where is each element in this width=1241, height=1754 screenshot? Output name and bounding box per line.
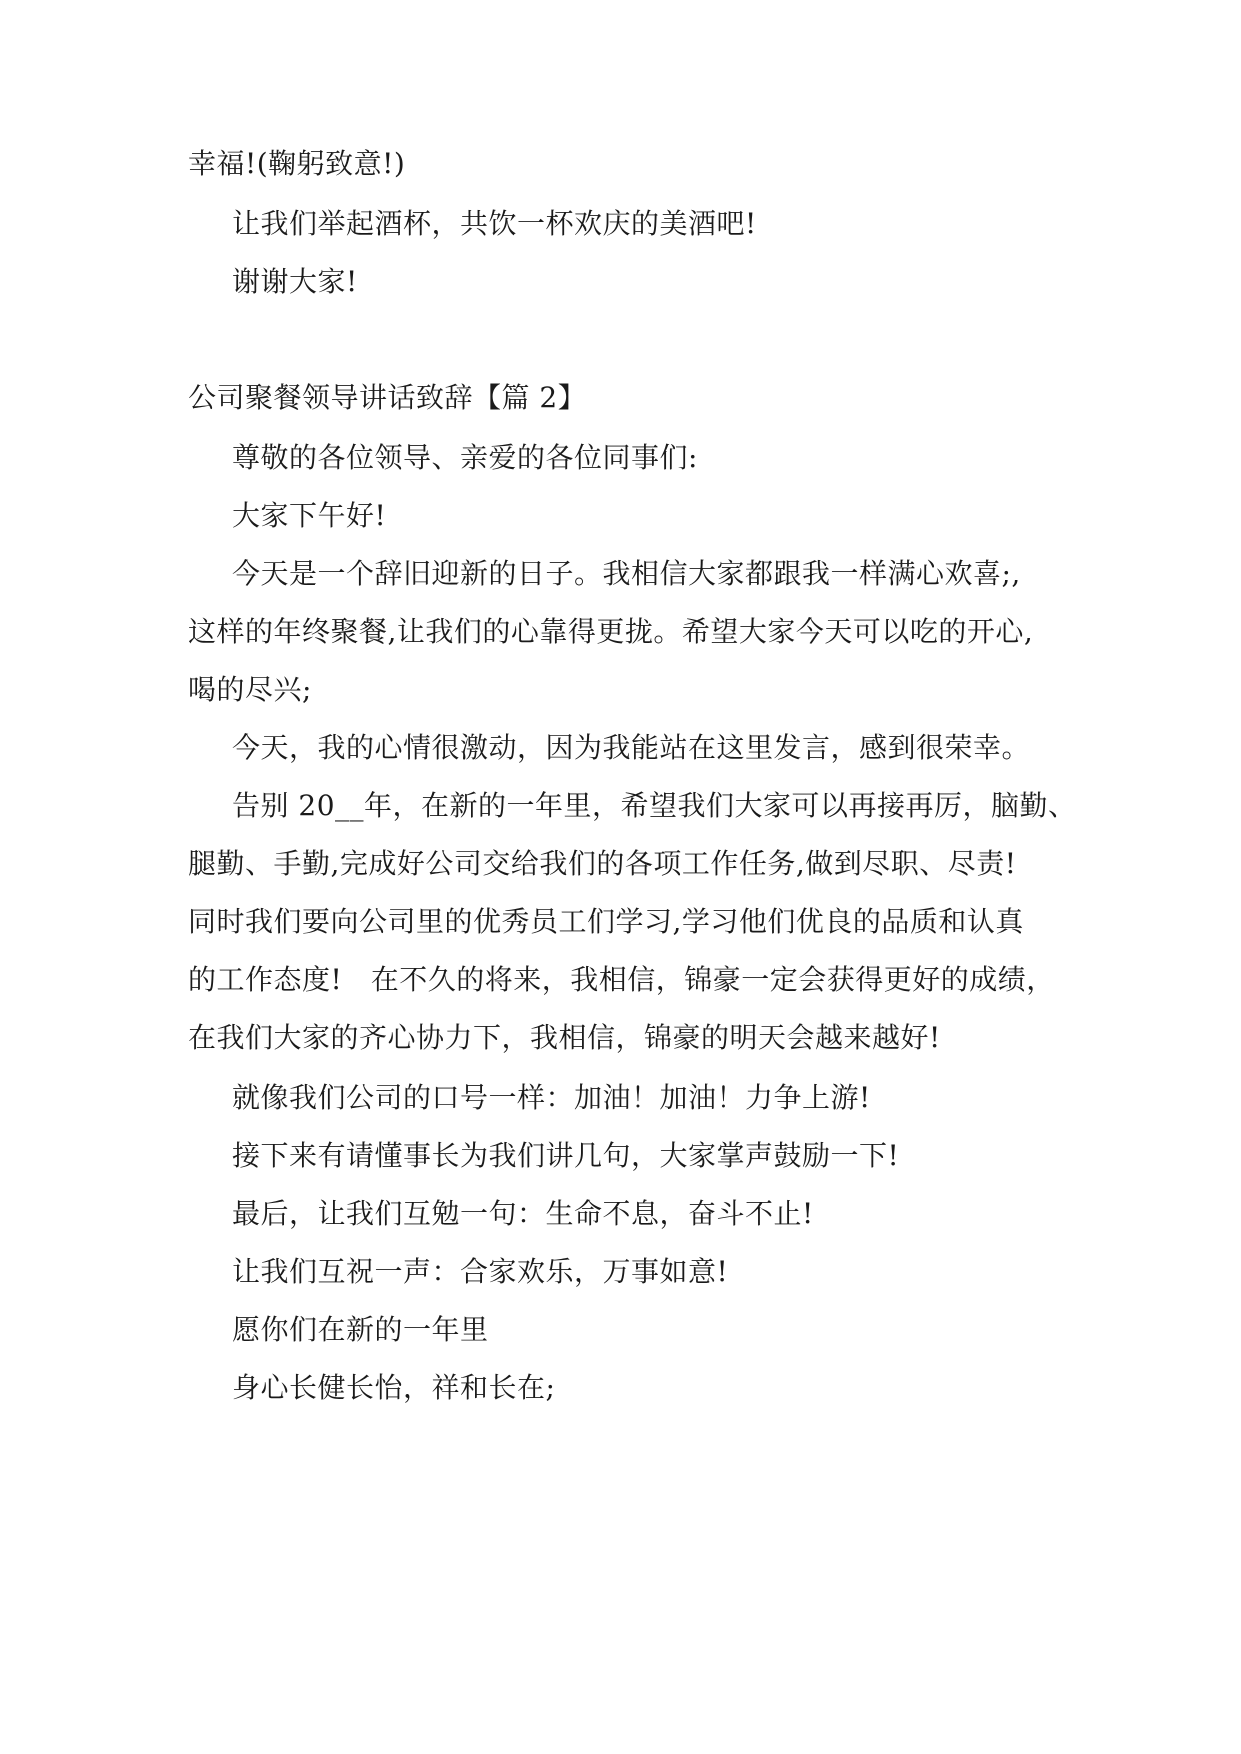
text-line-paragraph: 同时我们要向公司里的优秀员工们学习,学习他们优良的品质和认真 [188, 905, 1024, 938]
text-line-closing-blessing: 幸福!(鞠躬致意!) [188, 147, 406, 180]
text-line-paragraph: 今天，我的心情很激动，因为我能站在这里发言，感到很荣幸。 [232, 731, 1031, 764]
text-line-paragraph: 喝的尽兴; [188, 673, 312, 706]
text-line-paragraph: 的工作态度! 在不久的将来，我相信，锦豪一定会获得更好的成绩， [188, 963, 1055, 996]
text-line-paragraph: 腿勤、手勤,完成好公司交给我们的各项工作任务,做到尽职、尽责! [188, 847, 1017, 880]
text-line-paragraph: 今天是一个辞旧迎新的日子。我相信大家都跟我一样满心欢喜;, [232, 557, 1021, 590]
text-line-toast: 让我们举起酒杯，共饮一杯欢庆的美酒吧! [232, 207, 757, 240]
text-line-slogan: 就像我们公司的口号一样：加油！加油！力争上游! [232, 1081, 871, 1114]
text-line-paragraph: 这样的年终聚餐,让我们的心靠得更拢。希望大家今天可以吃的开心, [188, 615, 1034, 648]
text-line-paragraph: 愿你们在新的一年里 [232, 1313, 489, 1346]
text-line-greeting: 大家下午好! [232, 499, 387, 532]
text-line-paragraph: 让我们互祝一声：合家欢乐，万事如意! [232, 1255, 729, 1288]
text-line-paragraph: 最后，让我们互勉一句：生命不息，奋斗不止! [232, 1197, 814, 1230]
text-line-thanks: 谢谢大家! [232, 265, 358, 298]
text-line-paragraph: 身心长健长怡，祥和长在; [232, 1371, 556, 1404]
text-line-paragraph: 接下来有请懂事长为我们讲几句，大家掌声鼓励一下! [232, 1139, 900, 1172]
text-line-paragraph: 告别 20__年，在新的一年里，希望我们大家可以再接再厉，脑勤、 [232, 789, 1077, 822]
text-line-salutation: 尊敬的各位领导、亲爱的各位同事们: [232, 441, 698, 474]
section-heading: 公司聚餐领导讲话致辞【篇 2】 [188, 381, 587, 414]
text-line-paragraph: 在我们大家的齐心协力下，我相信，锦豪的明天会越来越好! [188, 1021, 941, 1054]
